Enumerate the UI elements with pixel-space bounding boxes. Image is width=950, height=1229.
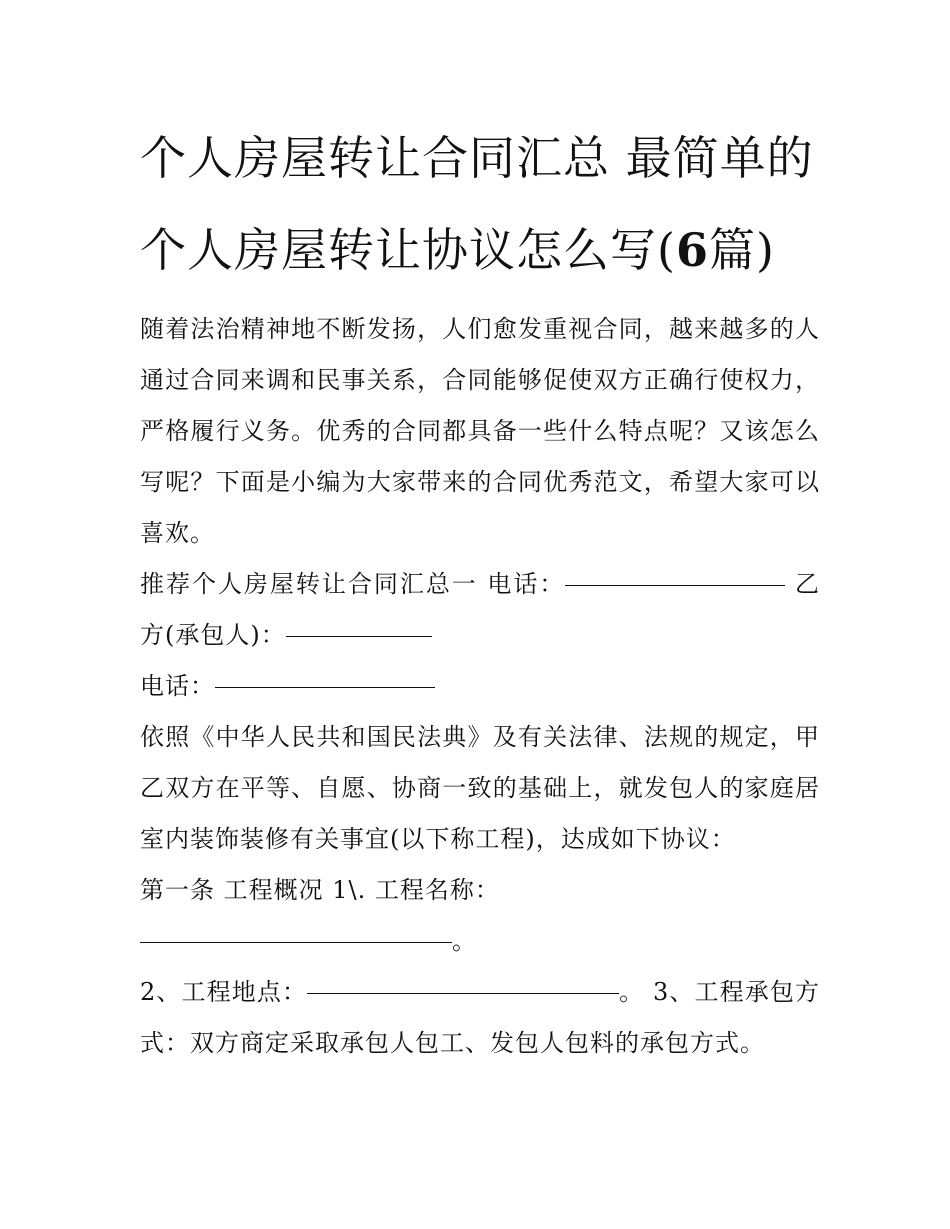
site-label: 2、工程地点：	[140, 978, 308, 1006]
project-name-line	[140, 916, 820, 967]
site-blank	[307, 969, 619, 994]
project-site-paragraph	[140, 967, 820, 1069]
contractor-label: 乙方(承包人)：	[140, 570, 820, 649]
contact-label-1: 推荐个人房屋转让合同汇总一 电话：	[140, 570, 566, 598]
title-number: 6	[675, 223, 709, 277]
phone-blank-1	[565, 561, 785, 586]
title-text-end: 篇)	[708, 223, 775, 277]
period-mark: 。	[452, 927, 477, 955]
project-name-blank	[140, 918, 452, 943]
contractor-blank	[286, 612, 432, 637]
document-page	[140, 112, 820, 1069]
phone-blank-2	[215, 663, 435, 688]
title-text: 个人房屋转让合同汇总 最简单的个人房屋转让协议怎么写(	[140, 131, 814, 277]
phone-line	[140, 661, 820, 712]
document-title	[140, 112, 820, 296]
intro-paragraph: 随着法治精神地不断发扬，人们愈发重视合同，越来越多的人通过合同来调和民事关系，合同能够促使双方正确行使权力，严格履行义务。优秀的合同都具备一些什么特点呢？又该怎么写呢？下面是小编为大家带来的合同优秀范文，希望大家可以喜欢。	[140, 315, 820, 547]
article-1-heading: 第一条 工程概况 1\. 工程名称：	[140, 876, 500, 904]
contact-paragraph	[140, 559, 820, 661]
site-tail: 。 3、工程承包方式：双方商定采取承包人包工、发包人包料的承包方式。	[140, 978, 820, 1057]
phone-label-2: 电话：	[140, 672, 215, 700]
basis-paragraph: 依照《中华人民共和国民法典》及有关法律、法规的规定，甲乙双方在平等、自愿、协商一致的基础上，就发包人的家庭居室内装饰装修有关事宜(以下称工程)，达成如下协议：	[140, 723, 820, 853]
